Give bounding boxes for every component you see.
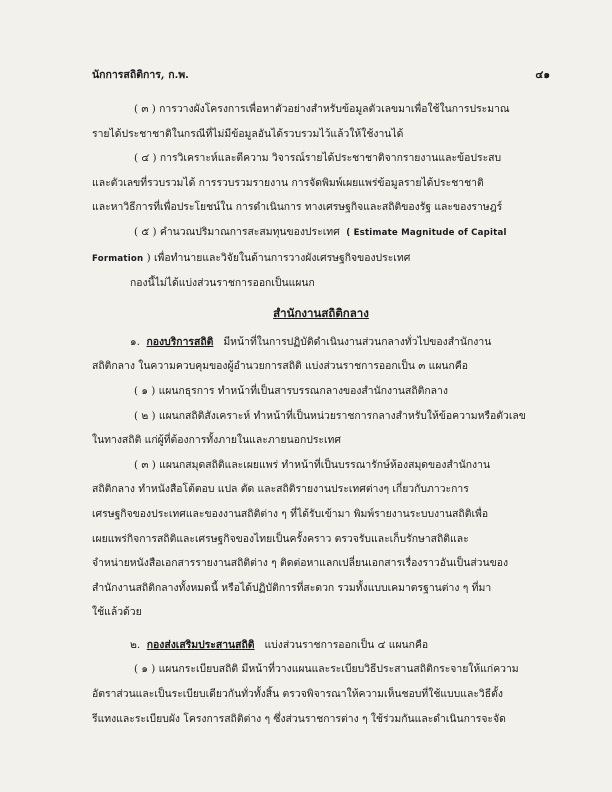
paragraph-gap [92,625,550,633]
section-number: ๒. [130,638,141,651]
body-line: ( ๑ ) แผนกระเบียบสถิติ มีหน้าที่วางแผนและระเบียบวิธีประสานสถิติกระจายให้แก่ความ [134,663,519,676]
body-text: แบ่งส่วนราชการออกเป็น ๔ แผนกคือ [264,638,429,651]
body-text: ( ๕ ) คำนวณปริมาณการสะสมทุนของประเทศ [134,225,340,238]
body-line: และตัวเลขที่รวบรวมได้ การรวบรวมรายงาน การจัดพิมพ์เผยแพร่ข้อมูลรายได้ประชาชาติ [92,176,484,189]
body-line [92,246,550,272]
body-line: สถิติกลาง ในความควบคุมของผู้อำนวยการสถิติ แบ่งส่วนราชการออกเป็น ๓ แผนกคือ [92,360,468,373]
section-line [92,330,550,355]
body-text: มีหน้าที่ในการปฏิบัติดำเนินงานส่วนกลางทั่วไปของสำนักงาน [223,335,492,348]
english-term: ( Estimate Magnitude of Capital [346,227,507,238]
body-line: ( ๓ ) การวางผังโครงการเพื่อหาตัวอย่างสำหรับข้อมูลตัวเลขมาเพื่อใช้ในการประมาณ [134,103,510,115]
body-line: ( ๔ ) การวิเคราะห์และตีความ วิจารณ์รายได้ประชาชาติจากรายงานและข้อประสบ [134,152,502,165]
body-line [92,220,550,246]
section-line [92,633,550,658]
body-line: เผยแพร่กิจการสถิติและเศรษฐกิจของไทยเป็นครั้งคราว ตรวจรับและเก็บรักษาสถิติและ [92,532,469,545]
body-line: ( ๓ ) แผนกสมุดสถิติและเผยแพร่ ทำหน้าที่เป็นบรรณารักษ์ห้องสมุดของสำนักงาน [134,458,491,471]
body-line: เศรษฐกิจของประเทศและของงานสถิติต่าง ๆ ที่ได้รับเข้ามา พิมพ์รายงานระบบงานสถิติเพื่อ [92,507,489,520]
page-header [92,66,550,80]
header-title: นักการสถิติการ, ก.พ. [92,69,189,81]
section-title: กองส่งเสริมประสานสถิติ [146,638,255,651]
body-line: จำหน่ายหนังสือเอกสารรายงานสถิติต่าง ๆ ติดต่อหาแลกเปลี่ยนเอกสารเรื่องราวอันเป็นส่วนของ [92,557,509,570]
body-line: กองนี้ไม่ได้แบ่งส่วนราชการออกเป็นแผนก [130,277,315,290]
body-line: สถิติกลาง ทำหนังสือโต้ตอบ แปล ตัด และสถิติรายงานประเทศต่างๆ เกี่ยวกับภาวะการ [92,483,469,496]
english-term: Formation [92,253,144,264]
page-number: ๔๑ [535,69,550,81]
body-line: รายได้ประชาชาติในกรณีที่ไม่มีข้อมูลอันได้รวบรวมไว้แล้วให้ใช้งานได้ [92,127,404,140]
body-line: ( ๒ ) แผนกสถิติสังเคราะห์ ทำหน้าที่เป็นหน่วยราชการกลางสำหรับให้ข้อความหรือตัวเลข [134,409,526,422]
section-heading: สำนักงานสถิติกลาง [273,305,369,320]
document-body [92,97,550,731]
body-line: ใช้แล้วด้วย [92,606,142,619]
section-title: กองบริการสถิติ [146,335,214,348]
section-number: ๑. [130,335,140,348]
body-text: ) เพื่อทำนายและวิจัยในด้านการวางผังเศรษฐกิจของประเทศ [146,251,411,264]
body-line: ในทางสถิติ แก่ผู้ที่ต้องการทั้งภายในและภายนอกประเทศ [92,434,341,447]
body-line: และหาวิธีการที่เพื่อประโยชน์ใน การดำเนินการ ทางเศรษฐกิจและสถิติของรัฐ และของราษฎร์ [92,201,503,214]
body-line: รีแทงและระเบียบผัง โครงการสถิติต่าง ๆ ซึ่งส่วนราชการต่าง ๆ ใช้ร่วมกันและดำเนินการจะจัด [92,712,506,725]
body-line: สำนักงานสถิติกลางทั้งหมดนี้ หรือได้ปฏิบัติการที่สะดวก รวมทั้งแบบเคมาตรฐานต่าง ๆ ที่มา [92,581,492,594]
body-line: อัตราส่วนและเป็นระเบียบเดียวกันทั่วทั้งสิ้น ตรวจพิจารณาให้ความเห็นชอบที่ใช้แบบและวิธีตั้ง [92,688,503,701]
body-line: ( ๑ ) แผนกธุรการ ทำหน้าที่เป็นสารบรรณกลางของสำนักงานสถิติกลาง [134,384,448,397]
